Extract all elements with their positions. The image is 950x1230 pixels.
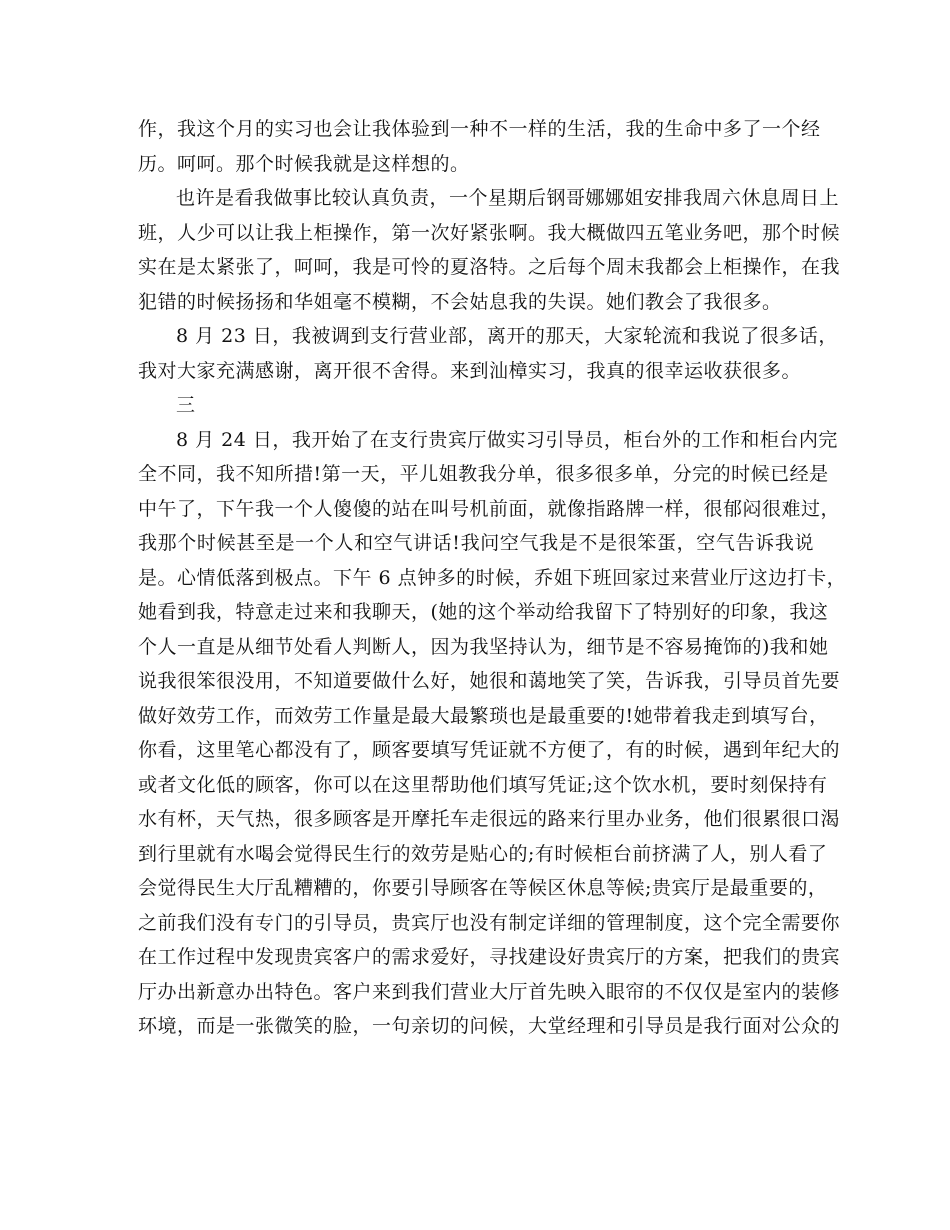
text-line: 实在是太紧张了，呵呵，我是可怜的夏洛特。之后每个周末我都会上柜操作，在我 [138,256,841,278]
text-line: 她看到我，特意走过来和我聊天，(她的这个举动给我留下了特别好的印象，我这 [138,601,829,623]
text-line: 8 月 24 日，我开始了在支行贵宾厅做实习引导员，柜台外的工作和柜台内完 [176,428,838,451]
text-line: 会觉得民生大厅乱糟糟的，你要引导顾客在等候区休息等候;贵宾厅是最重要的， [138,877,828,899]
text-line: 中午了，下午我一个人傻傻的站在叫号机前面，就像指路牌一样，很郁闷很难过， [138,497,841,520]
text-line: 作，我这个月的实习也会让我体验到一种不一样的生活，我的生命中多了一个经 [138,118,821,140]
text-line: 全不同，我不知所措!第一天，平儿姐教我分单，很多很多单，分完的时候已经是 [138,463,829,485]
text-line: 是。心情低落到极点。下午 6 点钟多的时候，乔姐下班回家过来营业厅这边打卡， [138,566,847,589]
text-line: 我对大家充满感谢，离开很不舍得。来到汕樟实习，我真的很幸运收获很多。 [138,359,802,382]
text-line: 个人一直是从细节处看人判断人，因为我坚持认为，细节是不容易掩饰的)我和她 [138,635,829,658]
text-line: 到行里就有水喝会觉得民生行的效劳是贴心的;有时候柜台前挤满了人，别人看了 [138,842,828,865]
text-line: 在工作过程中发现贵宾客户的需求爱好，寻找建设好贵宾厅的方案，把我们的贵宾 [138,946,841,968]
text-line: 班，人少可以让我上柜操作，第一次好紧张啊。我大概做四五笔业务吧，那个时候 [138,221,841,244]
text-line: 或者文化低的顾客，你可以在这里帮助他们填写凭证;这个饮水机，要时刻保持有 [138,773,828,796]
text-line: 做好效劳工作，而效劳工作量是最大最繁琐也是最重要的!她带着我走到填写台， [138,704,829,727]
text-line: 我那个时候甚至是一个人和空气讲话!我问空气我是不是很笨蛋，空气告诉我说 [138,532,814,554]
text-line: 厅办出新意办出特色。客户来到我们营业大厅首先映入眼帘的不仅仅是室内的装修 [138,980,841,1003]
text-line: 三 [176,394,196,416]
text-line: 也许是看我做事比较认真负责，一个星期后钢哥娜娜姐安排我周六休息周日上 [176,187,840,209]
text-line: 说我很笨很没用，不知道要做什么好，她很和蔼地笑了笑，告诉我，引导员首先要 [138,670,841,692]
text-line: 之前我们没有专门的引导员，贵宾厅也没有制定详细的管理制度，这个完全需要你 [138,911,841,934]
document-body [138,112,847,1044]
text-line: 犯错的时候扬扬和华姐毫不模糊，不会姑息我的失误。她们教会了我很多。 [138,290,782,313]
text-line: 水有杯，天气热，很多顾客是开摩托车走很远的路来行里办业务，他们很累很口渴 [138,808,841,830]
text-line: 8 月 23 日，我被调到支行营业部，离开的那天，大家轮流和我说了很多话， [176,325,838,347]
text-line: 环境，而是一张微笑的脸，一句亲切的问候，大堂经理和引导员是我行面对公众的 [138,1015,841,1037]
text-line: 你看，这里笔心都没有了，顾客要填写凭证就不方便了，有的时候，遇到年纪大的 [138,739,841,761]
text-line: 历。呵呵。那个时候我就是这样想的。 [138,152,470,175]
